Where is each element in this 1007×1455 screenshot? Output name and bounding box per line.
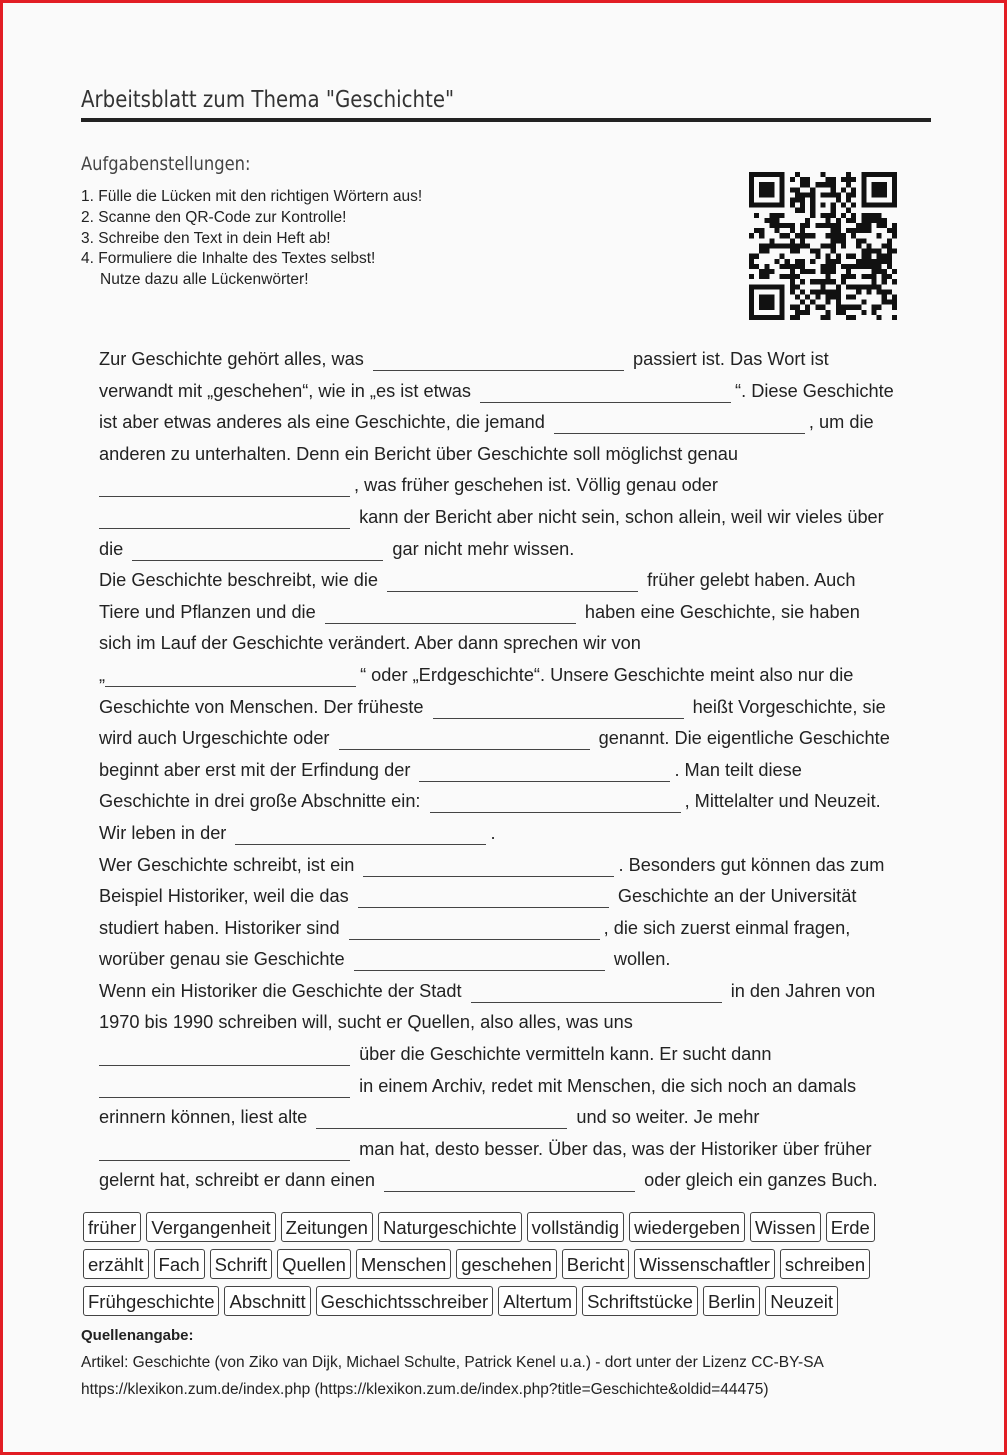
text-segment: , um die — [808, 412, 874, 433]
cloze-text — [99, 344, 929, 1197]
word-chip: Neuzeit — [765, 1286, 838, 1316]
gap-blank[interactable] — [99, 1043, 350, 1066]
text-segment: „ — [99, 664, 106, 685]
text-line — [99, 944, 929, 976]
gap-blank[interactable] — [339, 727, 590, 750]
text-segment: Die Geschichte beschreibt, wie die — [99, 570, 379, 591]
text-segment: . — [490, 822, 496, 843]
gap-blank[interactable] — [480, 380, 731, 403]
task-item-continuation: Nutze dazu alle Lückenwörter! — [100, 271, 309, 289]
task-item: 1. Fülle die Lücken mit den richtigen Wörtern aus! — [81, 188, 423, 205]
text-segment: 1970 bis 1990 schreiben will, sucht er Quellen, also alles, was uns — [99, 1012, 633, 1033]
gap-blank[interactable] — [99, 506, 350, 529]
text-line — [99, 1039, 929, 1071]
word-chip: Wissenschaftler — [634, 1249, 775, 1279]
word-chip: Bericht — [562, 1249, 630, 1279]
word-chip: Menschen — [356, 1249, 451, 1279]
task-item: 3. Schreibe den Text in dein Heft ab! — [81, 229, 331, 247]
text-line — [99, 407, 929, 439]
text-segment: Tiere und Pflanzen und die — [99, 601, 316, 622]
text-line — [99, 439, 929, 471]
text-segment: sich im Lauf der Geschichte verändert. Aber dann sprechen wir von — [99, 633, 641, 654]
text-segment: früher gelebt haben. Auch — [647, 570, 856, 591]
text-segment: wird auch Urgeschichte oder — [99, 728, 330, 749]
gap-blank[interactable] — [235, 822, 486, 845]
page-title: Arbeitsblatt zum Thema "Geschichte" — [81, 87, 455, 113]
text-line — [99, 470, 929, 502]
text-line — [99, 534, 929, 566]
word-bank — [83, 1212, 933, 1316]
text-segment: Wenn ein Historiker die Geschichte der Stadt — [99, 980, 462, 1001]
text-line — [99, 344, 929, 376]
text-segment: , die sich zuerst einmal fragen, — [603, 917, 851, 938]
gap-blank[interactable] — [554, 411, 805, 434]
text-segment: anderen zu unterhalten. Denn ein Bericht über Geschichte soll möglichst genau — [99, 443, 738, 464]
text-line — [99, 376, 929, 408]
word-chip: Vergangenheit — [146, 1212, 275, 1242]
text-line — [99, 1102, 929, 1134]
word-chip: Zeitungen — [281, 1212, 373, 1242]
text-segment: Geschichte von Menschen. Der früheste — [99, 696, 424, 717]
source-citation: Artikel: Geschichte (von Ziko van Dijk, Michael Schulte, Patrick Kenel u.a.) - dort unter der Lizenz CC-BY-SA — [81, 1354, 824, 1371]
text-segment: passiert ist. Das Wort ist — [632, 349, 829, 369]
gap-blank[interactable] — [433, 696, 684, 719]
word-chip: schreiben — [780, 1249, 870, 1279]
text-line — [99, 597, 929, 629]
word-chip: Altertum — [498, 1286, 577, 1316]
text-segment: über die Geschichte vermitteln kann. Er sucht dann — [359, 1044, 772, 1065]
word-chip: Wissen — [750, 1212, 821, 1242]
gap-blank[interactable] — [99, 1075, 350, 1098]
text-segment: Wer Geschichte schreibt, ist ein — [99, 854, 355, 875]
text-line — [99, 723, 929, 755]
gap-blank[interactable] — [316, 1106, 567, 1129]
text-segment: heißt Vorgeschichte, sie — [692, 696, 886, 717]
text-segment: Zur Geschichte gehört alles, was — [99, 349, 364, 369]
text-segment: . Man teilt diese — [674, 759, 802, 780]
text-segment: . Besonders gut können das zum — [618, 854, 885, 875]
gap-blank[interactable] — [384, 1169, 635, 1192]
source-url[interactable]: https://klexikon.zum.de/index.php (https://klexikon.zum.de/index.php?title=Geschichte&oldid=44475) — [81, 1381, 769, 1398]
text-line — [99, 692, 929, 724]
text-segment: gar nicht mehr wissen. — [392, 538, 575, 559]
text-line — [99, 850, 929, 882]
text-segment: die — [99, 538, 124, 559]
word-chip: wiedergeben — [629, 1212, 745, 1242]
qr-code-icon — [749, 170, 897, 322]
word-chip: vollständig — [527, 1212, 624, 1242]
text-segment: gelernt hat, schreibt er dann einen — [99, 1170, 376, 1191]
gap-blank[interactable] — [99, 474, 350, 497]
gap-blank[interactable] — [99, 1138, 350, 1161]
word-chip: Berlin — [703, 1286, 760, 1316]
text-segment: kann der Bericht aber nicht sein, schon allein, weil wir vieles über — [359, 506, 884, 527]
text-line — [99, 881, 929, 913]
gap-blank[interactable] — [419, 759, 670, 782]
text-line — [99, 818, 929, 850]
word-chip: erzählt — [83, 1249, 149, 1279]
gap-blank[interactable] — [363, 854, 614, 877]
word-chip: Abschnitt — [224, 1286, 310, 1316]
word-chip: Frühgeschichte — [83, 1286, 219, 1316]
gap-blank[interactable] — [354, 948, 605, 971]
text-segment: beginnt aber erst mit der Erfindung der — [99, 759, 411, 780]
text-segment: Geschichte in drei große Abschnitte ein: — [99, 791, 421, 812]
text-segment: genannt. Die eigentliche Geschichte — [598, 728, 890, 749]
word-chip: Schriftstücke — [582, 1286, 698, 1316]
text-segment: ist aber etwas anderes als eine Geschichte, die jemand — [99, 412, 545, 433]
word-chip: Naturgeschichte — [378, 1212, 522, 1242]
gap-blank[interactable] — [373, 348, 624, 371]
word-chip: Schrift — [210, 1249, 272, 1279]
text-segment: erinnern können, liest alte — [99, 1107, 308, 1128]
word-chip: Quellen — [277, 1249, 351, 1279]
task-list — [81, 187, 422, 291]
text-line — [99, 1134, 929, 1166]
text-segment: oder gleich ein ganzes Buch. — [644, 1170, 878, 1191]
text-line — [99, 1071, 929, 1103]
text-segment: wollen. — [613, 949, 671, 970]
word-chip: früher — [83, 1212, 141, 1242]
text-segment: in den Jahren von — [730, 980, 876, 1001]
text-segment: man hat, desto besser. Über das, was der Historiker über früher — [359, 1138, 872, 1159]
source-heading: Quellenangabe: — [81, 1327, 194, 1344]
gap-blank[interactable] — [349, 917, 600, 940]
text-segment: , was früher geschehen ist. Völlig genau oder — [354, 475, 718, 496]
text-line — [99, 1007, 929, 1039]
title-rule — [81, 118, 931, 122]
word-chip: Erde — [826, 1212, 875, 1242]
text-line — [99, 755, 929, 787]
text-segment: “. Diese Geschichte — [735, 380, 894, 401]
gap-blank[interactable] — [325, 601, 576, 624]
text-line — [99, 502, 929, 534]
text-line — [99, 786, 929, 818]
text-segment: und so weiter. Je mehr — [576, 1107, 760, 1128]
text-segment: “ oder „Erdgeschichte“. Unsere Geschichte meint also nur die — [360, 664, 854, 685]
text-segment: Beispiel Historiker, weil die das — [99, 886, 349, 907]
gap-blank[interactable] — [358, 885, 609, 908]
text-line — [99, 660, 929, 692]
task-item: 2. Scanne den QR-Code zur Kontrolle! — [81, 208, 347, 226]
text-line — [99, 1165, 929, 1197]
tasks-heading: Aufgabenstellungen: — [81, 153, 251, 175]
text-segment: Geschichte an der Universität — [617, 886, 857, 907]
text-segment: verwandt mit „geschehen“, wie in „es ist etwas — [99, 380, 471, 401]
text-segment: haben eine Geschichte, sie haben — [584, 601, 860, 622]
text-segment: worüber genau sie Geschichte — [99, 949, 345, 970]
gap-blank[interactable] — [430, 790, 681, 813]
text-line — [99, 628, 929, 660]
text-segment: Wir leben in der — [99, 822, 227, 843]
word-chip: geschehen — [456, 1249, 557, 1279]
gap-blank[interactable] — [471, 980, 722, 1003]
word-chip: Fach — [154, 1249, 205, 1279]
gap-blank[interactable] — [132, 538, 383, 561]
gap-blank[interactable] — [387, 569, 638, 592]
text-segment: in einem Archiv, redet mit Menschen, die sich noch an damals — [359, 1075, 857, 1096]
text-line — [99, 976, 929, 1008]
task-item: 4. Formuliere die Inhalte des Textes selbst! — [81, 250, 376, 268]
text-line — [99, 565, 929, 597]
text-segment: , Mittelalter und Neuzeit. — [684, 791, 881, 812]
text-segment: studiert haben. Historiker sind — [99, 917, 340, 938]
text-line — [99, 913, 929, 945]
word-chip: Geschichtsschreiber — [316, 1286, 494, 1316]
gap-blank[interactable] — [105, 664, 356, 687]
